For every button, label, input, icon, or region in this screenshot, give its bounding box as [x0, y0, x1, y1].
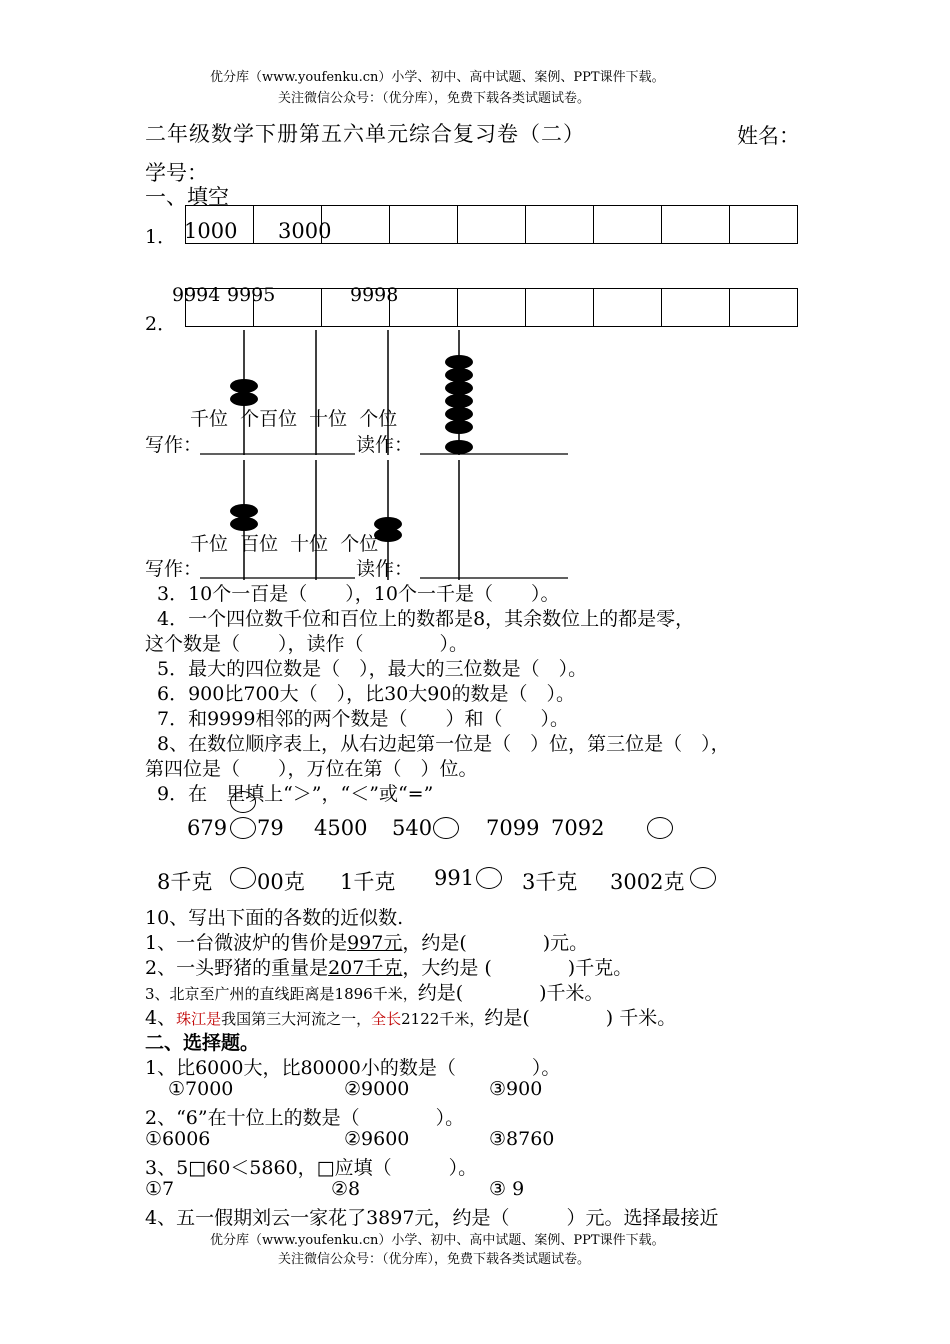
q10-line1: 1、一台微波炉的售价是997元，约是( )元。 — [145, 932, 589, 954]
choice-2-option-1[interactable]: ①6006 — [145, 1128, 211, 1150]
section-fill-blank: 一、填空 — [145, 185, 229, 209]
question-9: 9．在 里填上“＞”，“＜”或“=” — [157, 783, 434, 805]
question-5: 5．最大的四位数是（ ），最大的三位数是（ ）。 — [157, 658, 588, 680]
q2-value-2: 9995 — [227, 284, 276, 306]
choice-1-option-2[interactable]: ②9000 — [344, 1078, 410, 1100]
compare-circle-1[interactable] — [230, 817, 256, 839]
section-choice: 二、选择题。 — [145, 1032, 260, 1054]
q9-r2-c: 1千克 — [340, 870, 396, 894]
q2-value-3: 9998 — [350, 284, 399, 306]
site-footer-line1: 优分库（www.youfenku.cn）小学、初中、高中试题、案例、PPT课件下载。 — [210, 1233, 665, 1248]
abacus1-read-label: 读作： — [356, 434, 414, 456]
choice-2-question: 2、“6”在十位上的数是（ ）。 — [145, 1107, 465, 1129]
question-6: 6．900比700大（ ），比30大90的数是（ ）。 — [157, 683, 575, 705]
abacus1-labels: 千位 个百位 十位 个位 — [190, 408, 398, 430]
abacus2-read-label: 读作： — [356, 558, 414, 580]
compare-circle-sample[interactable] — [230, 791, 256, 813]
abacus-drawing — [0, 0, 950, 600]
q2-number: 2． — [145, 313, 177, 335]
q9-r2-b: 00克 — [257, 870, 305, 894]
q9-r2-a: 8千克 — [157, 870, 213, 894]
q10-title: 10、写出下面的各数的近似数. — [145, 907, 404, 929]
choice-1-option-3[interactable]: ③900 — [489, 1078, 543, 1100]
q9-r2-e: 3千克 — [522, 870, 578, 894]
compare-circle-4[interactable] — [230, 867, 256, 889]
question-4-line1: 4．一个四位数千位和百位上的数都是8，其余数位上的都是零， — [157, 608, 695, 630]
q1-value-1: 1000 — [184, 219, 238, 243]
choice-3-option-2[interactable]: ②8 — [331, 1178, 361, 1200]
q10-line4: 4、珠江是我国第三大河流之一，全长2122千米，约是( ) 千米。 — [145, 1007, 677, 1029]
q10-line3: 3、北京至广州的直线距离是1896千米，约是( )千米。 — [145, 982, 604, 1004]
choice-3-option-1[interactable]: ①7 — [145, 1178, 175, 1200]
compare-circle-2[interactable] — [433, 817, 459, 839]
q9-r1-f: 7092 — [551, 816, 605, 840]
site-header-line1: 优分库（www.youfenku.cn）小学、初中、高中试题、案例、PPT课件下载。 — [210, 70, 665, 85]
q9-r1-a: 679 — [187, 816, 228, 840]
choice-1-option-1[interactable]: ①7000 — [168, 1078, 234, 1100]
q2-value-1: 9994 — [172, 284, 221, 306]
choice-3-question: 3、5□60＜5860，□应填（ ）。 — [145, 1157, 478, 1179]
abacus1-write-label: 写作： — [145, 434, 203, 456]
site-footer-line2: 关注微信公众号：（优分库），免费下载各类试题试卷。 — [278, 1252, 591, 1267]
question-7: 7．和9999相邻的两个数是（ ）和（ ）。 — [157, 708, 569, 730]
abacus2-write-label: 写作： — [145, 558, 203, 580]
question-8-line1: 8、在数位顺序表上，从右边起第一位是（ ）位，第三位是（ ）， — [157, 733, 730, 755]
choice-3-option-3[interactable]: ③ 9 — [489, 1178, 525, 1200]
q9-r2-d: 991 — [434, 866, 475, 890]
question-3: 3．10个一百是（ ），10个一千是（ ）。 — [157, 583, 560, 605]
q9-r1-c: 4500 — [314, 816, 368, 840]
choice-4-question: 4、五一假期刘云一家花了3897元，约是（ ）元。选择最接近 — [145, 1207, 719, 1229]
question-4-line2: 这个数是（ ），读作（ ）。 — [145, 633, 469, 655]
q9-r2-f: 3002克 — [610, 870, 685, 894]
name-label: 姓名： — [737, 124, 800, 148]
q9-r1-d: 540 — [392, 816, 433, 840]
page-title: 二年级数学下册第五六单元综合复习卷（二） — [145, 122, 585, 146]
question-8-line2: 第四位是（ ），万位在第（ ）位。 — [145, 758, 478, 780]
compare-circle-5[interactable] — [476, 867, 502, 889]
q9-r1-e: 7099 — [486, 816, 540, 840]
q10-line2: 2、一头野猪的重量是207千克，大约是 ( )千克。 — [145, 957, 633, 979]
choice-2-option-3[interactable]: ③8760 — [489, 1128, 555, 1150]
compare-circle-6[interactable] — [690, 867, 716, 889]
id-label: 学号： — [145, 161, 208, 185]
abacus2-labels: 千位 百位 十位 个位 — [190, 533, 379, 555]
choice-1-question: 1、比6000大，比80000小的数是（ ）。 — [145, 1057, 561, 1079]
site-header-line2: 关注微信公众号：（优分库），免费下载各类试题试卷。 — [278, 91, 591, 106]
choice-2-option-2[interactable]: ②9600 — [344, 1128, 410, 1150]
q1-number: 1． — [145, 226, 177, 248]
compare-circle-3[interactable] — [647, 817, 673, 839]
q9-r1-b: 79 — [257, 816, 284, 840]
q1-value-2: 3000 — [278, 219, 332, 243]
